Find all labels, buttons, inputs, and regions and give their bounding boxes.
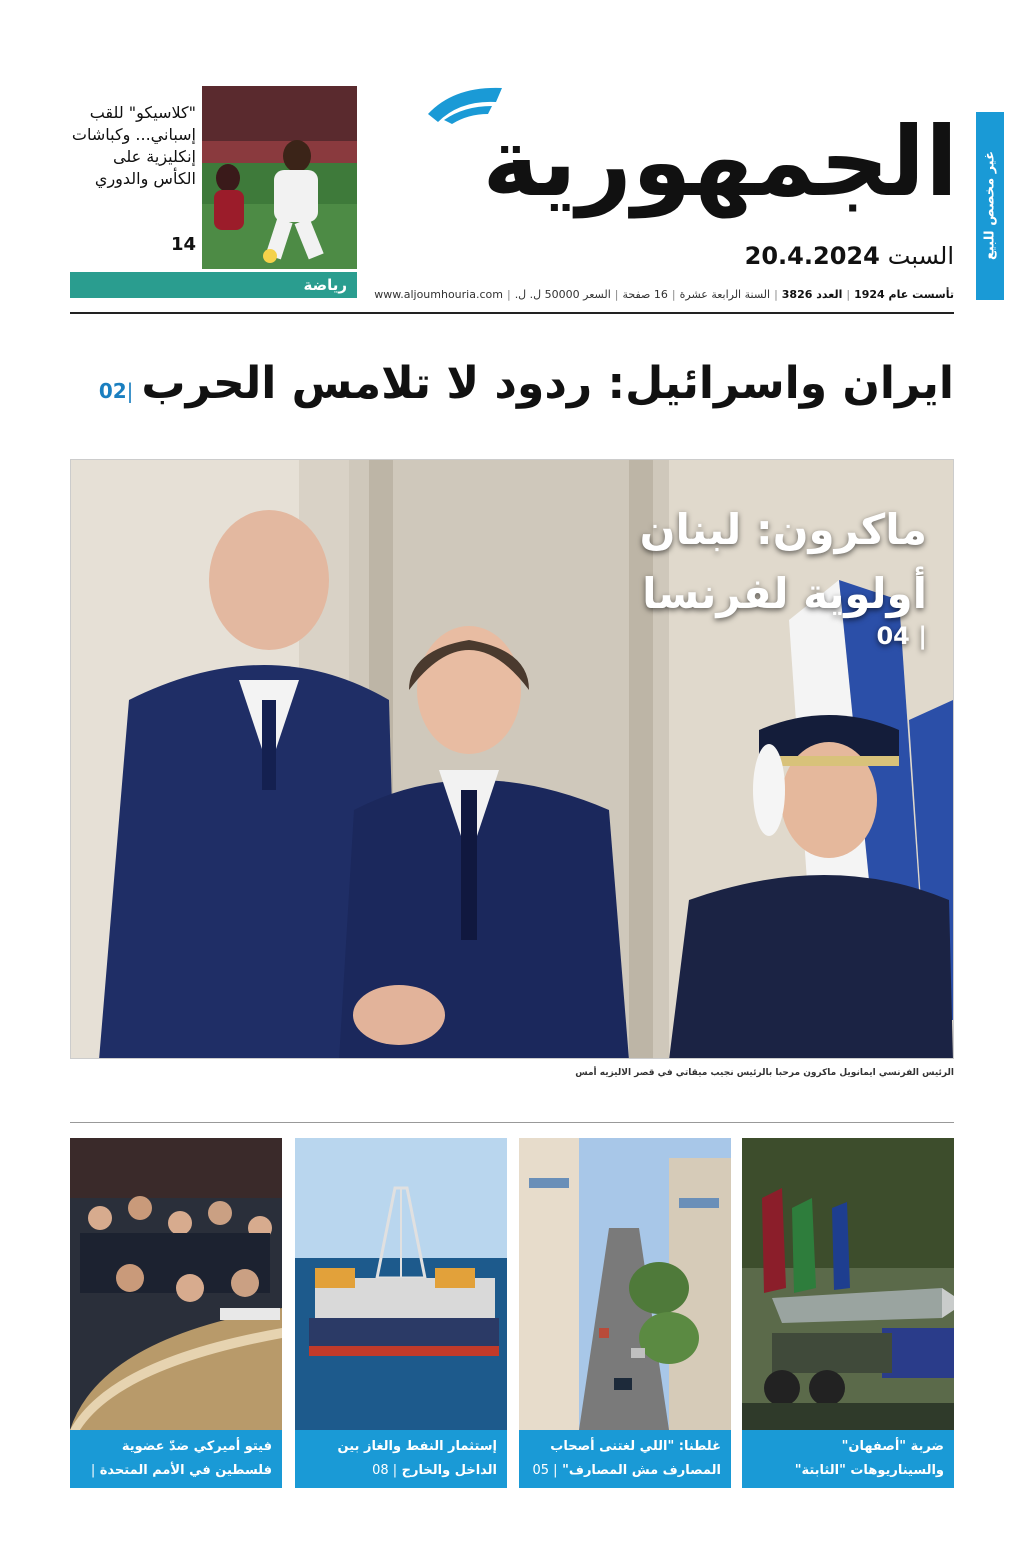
date-line — [745, 242, 954, 270]
photo-caption: الرئيس الفرنسي ايمانويل ماكرون مرحبا بالرئيس نجيب ميقاتي في قصر الاليزيه أمس — [575, 1068, 954, 1078]
lead-title — [640, 498, 927, 626]
story-title-text-2: غلطنا: "اللي لغتنى أصحاب المصارف مش المصارف" — [550, 1439, 721, 1478]
section-divider — [70, 1122, 954, 1123]
website-link[interactable]: www.aljoumhouria.com — [374, 288, 503, 301]
story-photo-3 — [295, 1138, 507, 1430]
lead-page: | 04 — [876, 622, 927, 650]
story-card-3[interactable] — [295, 1138, 507, 1488]
main-headline[interactable]: ايران واسرائيل: ردود لا تلامس الحرب|02 — [98, 358, 954, 409]
story-card-1[interactable] — [742, 1138, 954, 1502]
story-page-3: 08 — [372, 1463, 389, 1478]
sports-teaser-text: "كلاسيكو" للقب إسباني... وكباشات إنكليزية على الكأس والدوري — [71, 103, 196, 188]
story-page-4: 11 — [255, 1487, 272, 1502]
headline-page: 02 — [98, 379, 127, 403]
story-page-1: 04 — [830, 1487, 847, 1502]
story-title-3: إستثمار النفط والغاز بين الداخل والخارج | 08 — [295, 1430, 507, 1488]
story-photo-4 — [70, 1138, 282, 1430]
lead-title-line2: أولوية لفرنسا — [642, 569, 927, 618]
founded-text: تأسست عام 1924 — [854, 288, 954, 301]
year-text: السنة الرابعة عشرة — [679, 288, 771, 301]
issue-number: العدد 3826 — [781, 288, 843, 301]
not-for-sale-badge: غير مخصص للبيع — [976, 112, 1004, 300]
story-photo-2 — [519, 1138, 731, 1430]
sports-section-label: رياضة — [70, 272, 357, 298]
story-card-4[interactable] — [70, 1138, 282, 1502]
story-title-4: فيتو أميركي ضدّ عضوية فلسطين في الأمم المتحدة | 11 — [70, 1430, 282, 1488]
pages-count: 16 صفحة — [622, 288, 668, 301]
lead-title-line1: ماكرون: لبنان — [639, 505, 927, 554]
issue-info: تأسست عام 1924|العدد 3826|السنة الرابعة عشرة|16 صفحة|السعر 50000 ل. ل.|www.aljoumhouria.com — [374, 288, 954, 301]
story-title-1: ضربة "أصفهان" والسيناريوهات "الثابتة" و"الساقطة"! | 04 — [742, 1430, 954, 1488]
story-photo-1 — [742, 1138, 954, 1430]
story-card-2[interactable] — [519, 1138, 731, 1488]
masthead-logo[interactable] — [410, 84, 958, 234]
sports-page-number: 14 — [170, 234, 196, 255]
issue-date: 20.4.2024 — [744, 242, 880, 270]
headline-text: ايران واسرائيل: ردود لا تلامس الحرب — [141, 358, 954, 409]
sports-photo — [202, 86, 357, 269]
story-title-text-4: فيتو أميركي ضدّ عضوية فلسطين في الأمم المتحدة — [99, 1439, 272, 1478]
story-title-text-1: ضربة "أصفهان" والسيناريوهات "الثابتة" و"الساقطة"! — [794, 1439, 944, 1502]
sports-teaser[interactable] — [70, 86, 357, 298]
day-of-week: السبت — [887, 242, 954, 270]
price-text: السعر 50000 ل. ل. — [514, 288, 611, 301]
story-title-2: غلطنا: "اللي لغتنى أصحاب المصارف مش المصارف" | 05 — [519, 1430, 731, 1488]
lead-page-number: 04 — [876, 622, 910, 650]
lead-photo[interactable] — [70, 459, 954, 1059]
story-page-2: 05 — [532, 1463, 550, 1478]
story-title-text-3: إستثمار النفط والغاز بين الداخل والخارج — [337, 1439, 497, 1478]
masthead-divider — [70, 312, 954, 314]
logo-text: الجمهورية — [482, 106, 958, 218]
